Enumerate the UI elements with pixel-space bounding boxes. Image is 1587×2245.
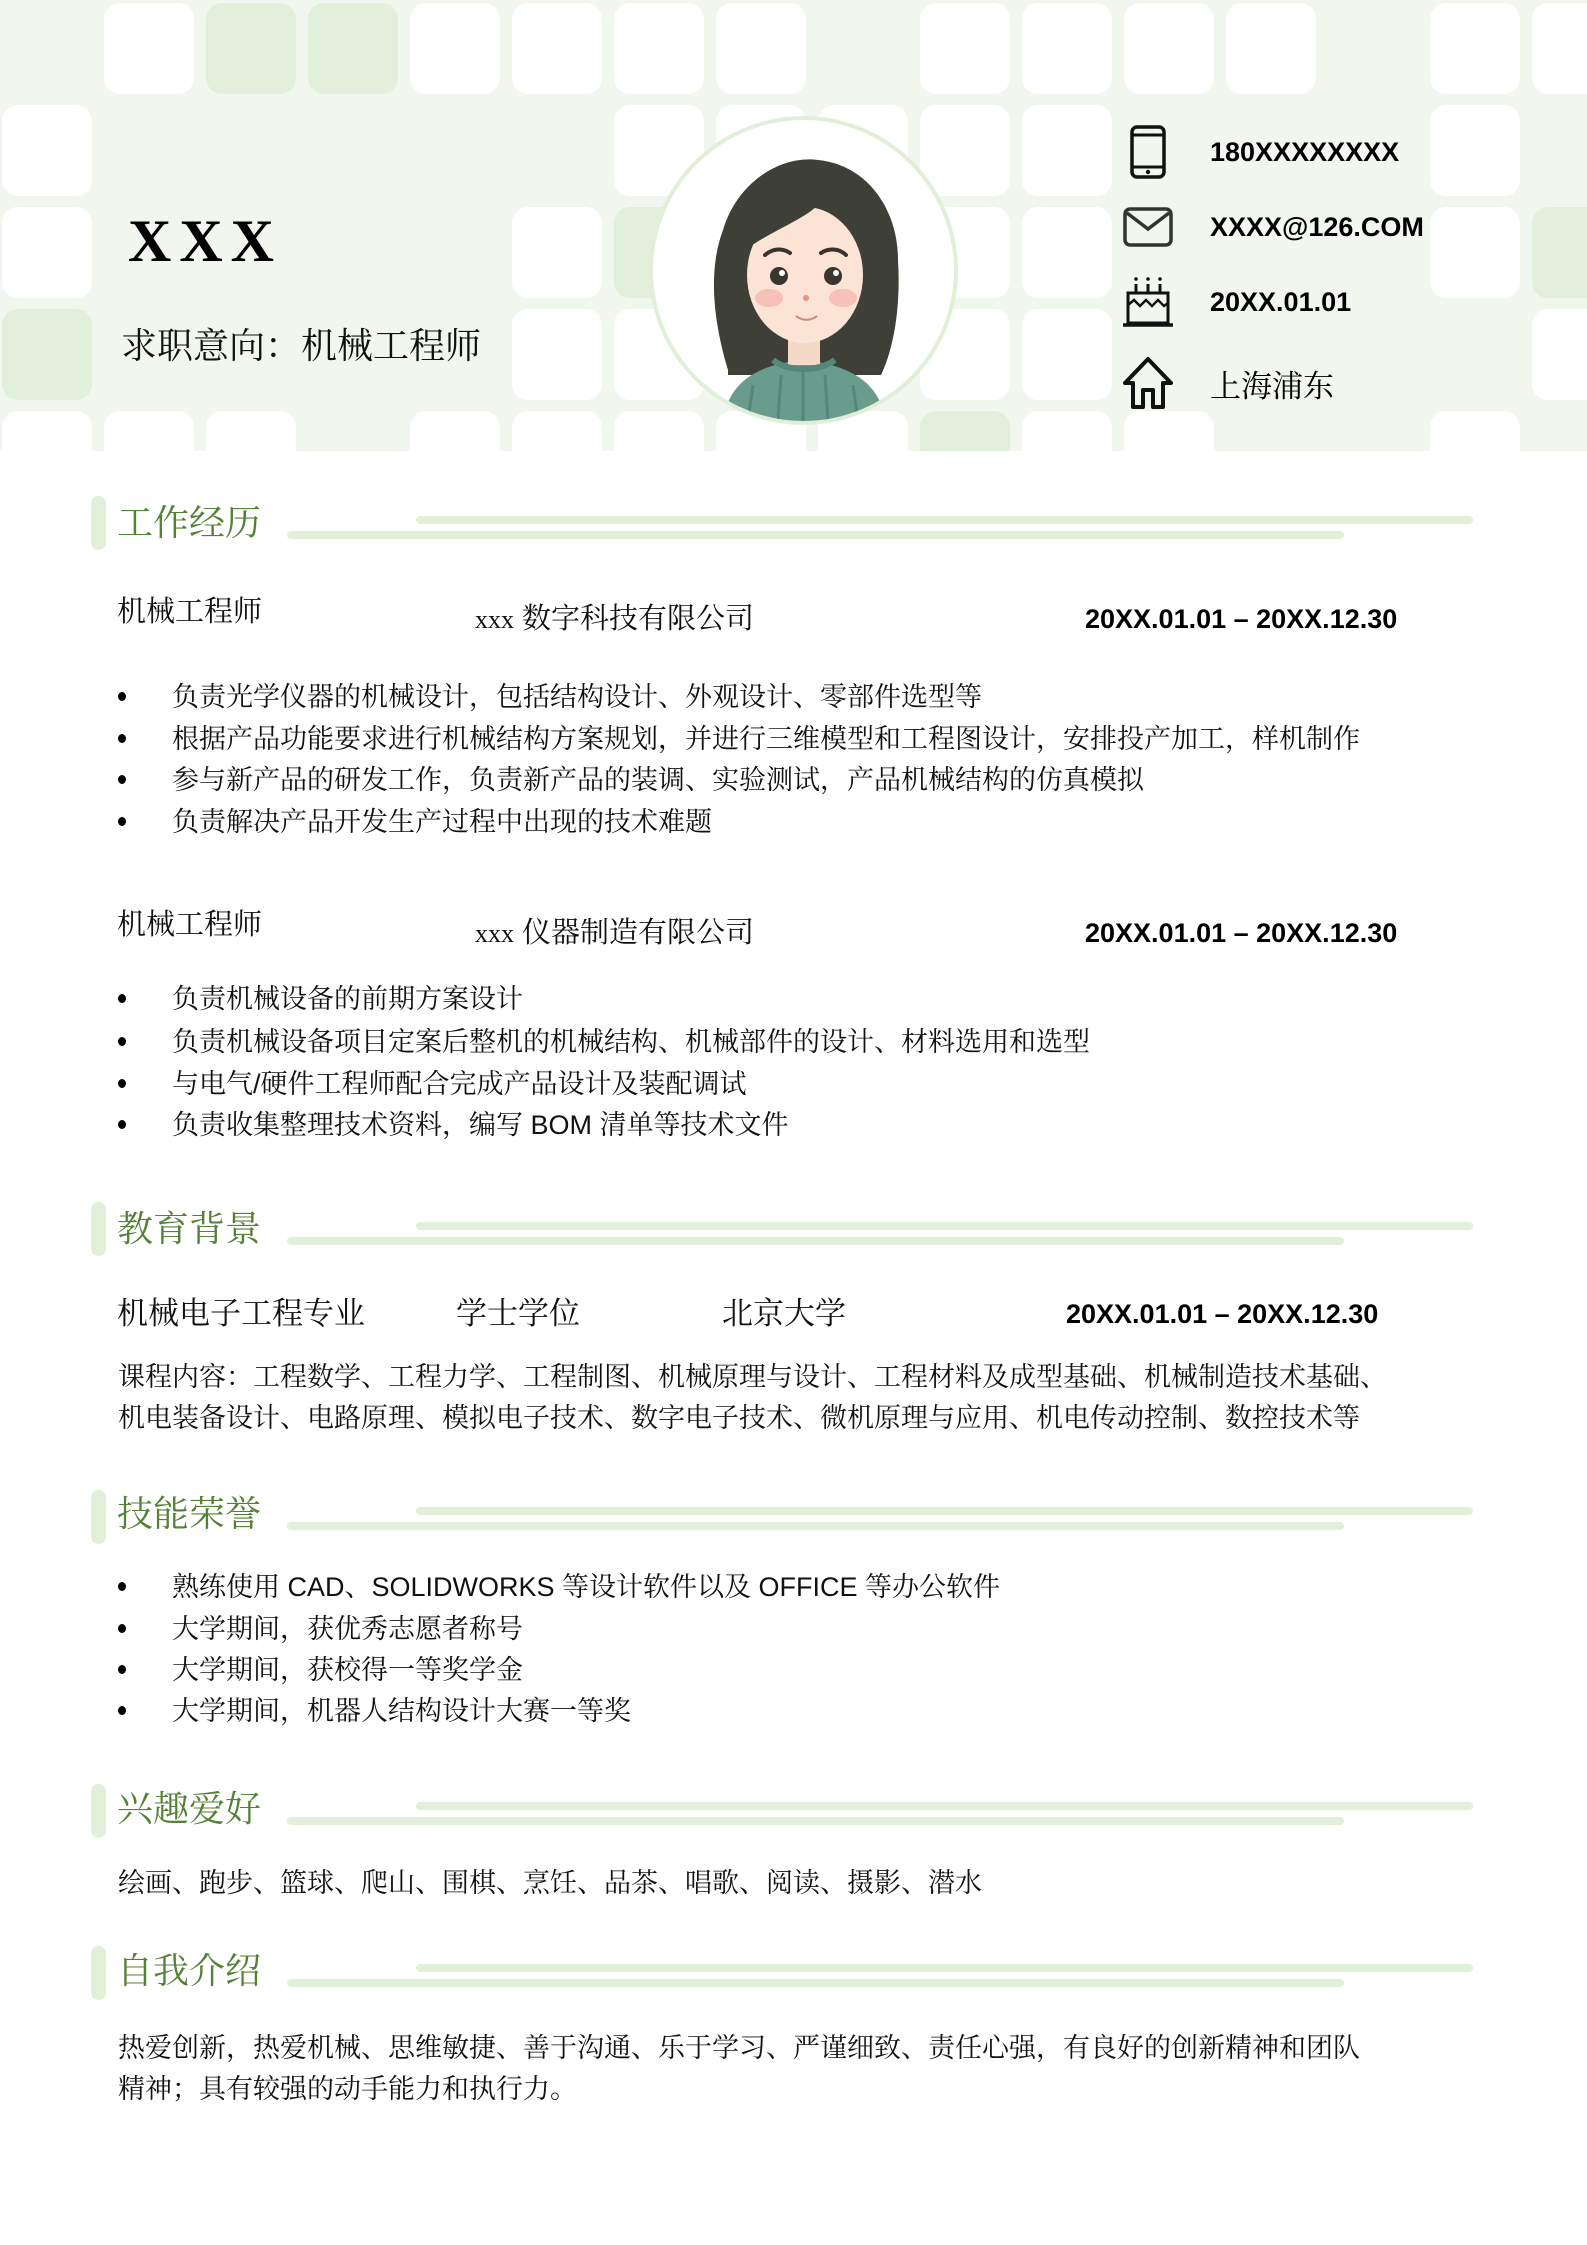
job-period: 20XX.01.01 – 20XX.12.30: [1085, 604, 1398, 634]
bullet-icon: [118, 817, 126, 826]
bullet-icon: [118, 775, 126, 784]
section-divider: [287, 1817, 1344, 1825]
bg-tile: [1022, 309, 1112, 400]
job-company: xxx 数字科技有限公司: [475, 603, 755, 635]
avatar-illustration: [653, 120, 954, 421]
section-marker: [91, 1784, 106, 1838]
section-marker: [91, 1490, 106, 1544]
bg-tile: [104, 411, 194, 451]
email-address: XXXX@126.COM: [1210, 211, 1424, 242]
education-school: 北京大学: [722, 1296, 846, 1331]
bg-tile: [1430, 411, 1520, 451]
list-item: 负责收集整理技术资料，编写 BOM 清单等技术文件: [118, 1105, 789, 1145]
hobbies-text: 绘画、跑步、篮球、爬山、围棋、烹饪、品茶、唱歌、阅读、摄影、潜水: [118, 1868, 982, 1898]
bg-tile: [1430, 3, 1520, 94]
bg-tile: [410, 3, 500, 94]
job-intent-value: 机械工程师: [301, 325, 482, 366]
list-item: 大学期间，获校得一等奖学金: [118, 1650, 523, 1690]
candidate-name: XXX: [128, 208, 282, 274]
contact-birthday: [1120, 274, 1351, 330]
phone-number: 180XXXXXXXX: [1210, 136, 1400, 167]
address: 上海浦东: [1210, 368, 1334, 404]
home-icon: [1120, 355, 1176, 411]
avatar: [649, 116, 958, 425]
job-period: 20XX.01.01 – 20XX.12.30: [1085, 918, 1398, 948]
bg-tile: [512, 411, 602, 451]
job-intent: [121, 322, 481, 370]
bg-tile: [308, 3, 398, 94]
mail-icon: [1120, 199, 1176, 255]
section-divider: [416, 1802, 1473, 1810]
list-item: 负责机械设备的前期方案设计: [118, 979, 523, 1019]
bg-tile: [1430, 207, 1520, 298]
contact-address: [1120, 355, 1334, 411]
bullet-icon: [118, 1624, 126, 1633]
contact-phone: [1120, 124, 1399, 180]
education-major: 机械电子工程专业: [117, 1296, 365, 1331]
list-item: 根据产品功能要求进行机械结构方案规划，并进行三维模型和工程图设计，安排投产加工，样机制作: [118, 719, 1360, 759]
bg-tile: [2, 309, 92, 400]
education-period: 20XX.01.01 – 20XX.12.30: [1066, 1299, 1379, 1329]
bg-tile: [1124, 411, 1214, 451]
list-item: 大学期间，获优秀志愿者称号: [118, 1609, 523, 1649]
bg-tile: [716, 3, 806, 94]
bg-tile: [920, 411, 1010, 451]
bg-tile: [512, 207, 602, 298]
section-marker: [91, 1946, 106, 2000]
bg-tile: [104, 3, 194, 94]
job-intent-label: 求职意向：: [121, 325, 302, 366]
bullet-icon: [118, 1582, 126, 1591]
bg-tile: [1532, 3, 1587, 94]
phone-icon: [1120, 124, 1176, 180]
bg-tile: [410, 411, 500, 451]
bullet-icon: [118, 994, 126, 1003]
bg-tile: [2, 411, 92, 451]
section-title-intro: 自我介绍: [117, 1950, 262, 1991]
section-divider: [416, 1964, 1473, 1972]
list-item: 大学期间，机器人结构设计大赛一等奖: [118, 1691, 631, 1731]
section-title-work: 工作经历: [117, 502, 262, 543]
bg-tile: [614, 3, 704, 94]
bullet-icon: [118, 734, 126, 743]
birthday-cake-icon: [1120, 274, 1176, 330]
list-item: 负责解决产品开发生产过程中出现的技术难题: [118, 802, 712, 842]
bg-tile: [920, 105, 1010, 196]
job-position: 机械工程师: [117, 596, 263, 628]
education-courses: 机电装备设计、电路原理、模拟电子技术、数字电子技术、微机原理与应用、机电传动控制、数控技术等: [118, 1403, 1360, 1433]
bg-tile: [512, 3, 602, 94]
section-divider: [287, 1522, 1344, 1530]
bg-tile: [206, 3, 296, 94]
section-divider: [287, 1237, 1344, 1245]
list-item: 熟练使用 CAD、SOLIDWORKS 等设计软件以及 OFFICE 等办公软件: [118, 1567, 1000, 1607]
list-item: 与电气/硬件工程师配合完成产品设计及装配调试: [118, 1064, 747, 1104]
bullet-icon: [118, 1120, 126, 1129]
bg-tile: [1226, 3, 1316, 94]
section-divider: [416, 1507, 1473, 1515]
bg-tile: [2, 105, 92, 196]
section-divider: [416, 516, 1473, 524]
bg-tile: [1532, 309, 1587, 400]
contact-email: [1120, 199, 1424, 255]
bullet-icon: [118, 1037, 126, 1046]
section-marker: [91, 1202, 106, 1256]
bg-tile: [1022, 411, 1112, 451]
bg-tile: [1532, 207, 1587, 298]
bg-tile: [1124, 3, 1214, 94]
job-position: 机械工程师: [117, 909, 263, 941]
header-banner: [0, 0, 1587, 451]
list-item: 负责光学仪器的机械设计，包括结构设计、外观设计、零部件选型等: [118, 677, 982, 717]
education-degree: 学士学位: [456, 1296, 580, 1331]
bg-tile: [1022, 105, 1112, 196]
bg-tile: [920, 3, 1010, 94]
education-courses: 课程内容：工程数学、工程力学、工程制图、机械原理与设计、工程材料及成型基础、机械制造技术基础、: [118, 1362, 1387, 1392]
section-title-skills: 技能荣誉: [117, 1493, 262, 1534]
bg-tile: [614, 411, 704, 451]
bg-tile: [1022, 207, 1112, 298]
bg-tile: [512, 309, 602, 400]
bullet-icon: [118, 692, 126, 701]
section-title-education: 教育背景: [117, 1208, 262, 1249]
bullet-icon: [118, 1706, 126, 1715]
section-marker: [91, 496, 106, 550]
job-company: xxx 仪器制造有限公司: [475, 917, 755, 949]
bg-tile: [206, 411, 296, 451]
intro-text: 热爱创新，热爱机械、思维敏捷、善于沟通、乐于学习、严谨细致、责任心强，有良好的创新精神和团队: [118, 2033, 1360, 2063]
intro-text: 精神；具有较强的动手能力和执行力。: [118, 2074, 577, 2104]
bullet-icon: [118, 1665, 126, 1674]
section-title-hobbies: 兴趣爱好: [117, 1788, 262, 1829]
section-divider: [416, 1222, 1473, 1230]
bullet-icon: [118, 1079, 126, 1088]
bg-tile: [1430, 105, 1520, 196]
bg-tile: [1022, 3, 1112, 94]
list-item: 负责机械设备项目定案后整机的机械结构、机械部件的设计、材料选用和选型: [118, 1022, 1090, 1062]
section-divider: [287, 531, 1344, 539]
bg-tile: [2, 207, 92, 298]
section-divider: [287, 1979, 1344, 1987]
list-item: 参与新产品的研发工作，负责新产品的装调、实验测试，产品机械结构的仿真模拟: [118, 760, 1144, 800]
birth-date: 20XX.01.01: [1210, 286, 1352, 317]
